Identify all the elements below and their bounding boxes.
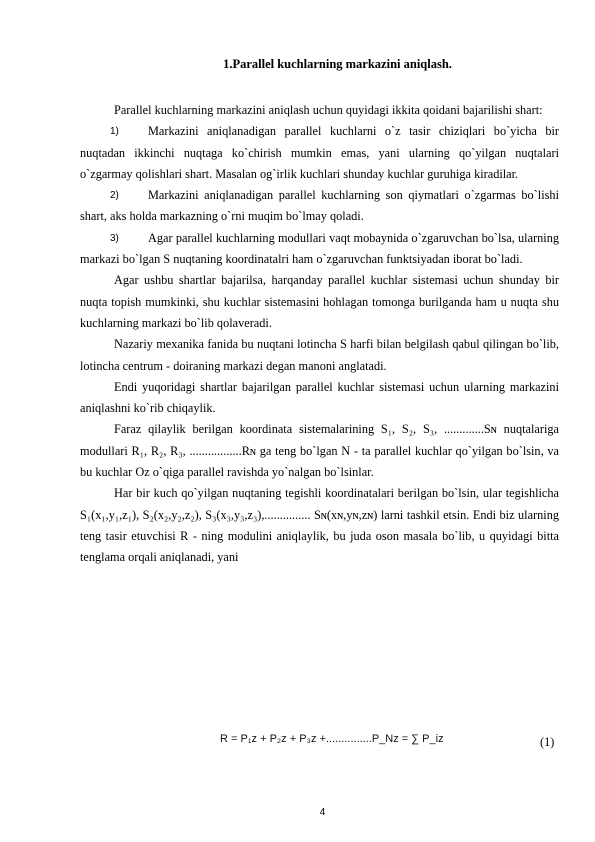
list-item-text: Markazini aniqlanadigan parallel kuchlarni o`z tasir chiziqlari bo`yicha bir nuqtadan ikkinchi nuqtaga ko`chirish mumkin emas, yani ularning qo`yilgan nuqtalari o`zgarmay qolishlari shart. Masalan og`irlik kuchlari shunday kuchlar guruhiga kiradilar. — [80, 124, 559, 181]
list-item-text: Agar parallel kuchlarning modullari vaqt mobaynida o`zgaruvchan bo`lsa, ularning markazi bo`lgan S nuqtaning koordinatalri ham o`zgaruvchan funktsiyadan iborat bo`ladi. — [80, 230, 559, 267]
section-title: 1.Parallel kuchlarning markazini aniqlash. — [223, 57, 452, 71]
page-number: 4 — [319, 807, 326, 818]
paragraph-assumption: Faraz qilaylik berilgan koordinata sistemalarining S₁, S₂, S₃, .............Sɴ nuqtalariga modullari R₁, R₂, R₃, .................Rɴ ga teng bo`lgan N - ta parallel kuchlar qo`yilgan bo`lsin, va bu kuchlar Oz o`qiga parallel ravishda yo`nalgan bo`lsinlar. — [80, 422, 559, 480]
equation-number: (1) — [540, 735, 555, 749]
list-item-3 — [80, 228, 559, 271]
paragraph-transition: Endi yuqoridagi shartlar bajarilgan parallel kuchlar sistemasi uchun ularning markazini aniqlashni ko`rib chiqaylik. — [80, 379, 559, 416]
list-item-text: Markazini aniqlanadigan parallel kuchlarning son qiymatlari o`zgarmas bo`lishi shart, aks holda markazning o`rni muqim bo`lmay qoladi. — [80, 188, 559, 224]
paragraph-intro: Parallel kuchlarning markazini aniqlash uchun quyidagi ikkita qoidani bajarilishi shart: — [114, 103, 543, 117]
list-item-2 — [80, 185, 559, 228]
resultant-formula: R = P₁z + P₂z + P₃z +...............P_Nz = ∑ P_iz — [220, 733, 444, 745]
list-number: 3) — [110, 232, 119, 244]
paragraph-centrum: Nazariy mexanika fanida bu nuqtani lotincha S harfi bilan belgilash qabul qilingan bo`lib, lotincha centrum - doiraning markazi degan manoni anglatadi. — [80, 337, 559, 373]
list-number: 1) — [110, 126, 119, 138]
paragraph-coordinates: Har bir kuch qo`yilgan nuqtaning tegishli koordinatalari berilgan bo`lsin, ular tegishlicha S₁(x₁,y₁,z₁), S₂(x₂,y₂,z₂), S₃(x₃,y₃,z₃),............... Sɴ(xɴ,yɴ,zɴ) larni tashkil etsin. Endi biz ularning teng tasir etuvchisi R - ning modulini aniqlaylik, bu juda oson masala bo`lib, u quyidagi bitta tenglama orqali aniqlanadi, yani — [80, 486, 559, 565]
paragraph-conditions: Agar ushbu shartlar bajarilsa, harqanday parallel kuchlar sistemasi uchun shunday bir nuqta topish mumkinki, shu kuchlar sistemasini hohlagan tomonga burilganda ham u nuqta shu kuchlarning markazi bo`lib qolaveradi. — [80, 273, 559, 330]
list-number: 2) — [110, 190, 119, 202]
document-body — [80, 100, 559, 569]
list-item-1 — [80, 121, 559, 185]
